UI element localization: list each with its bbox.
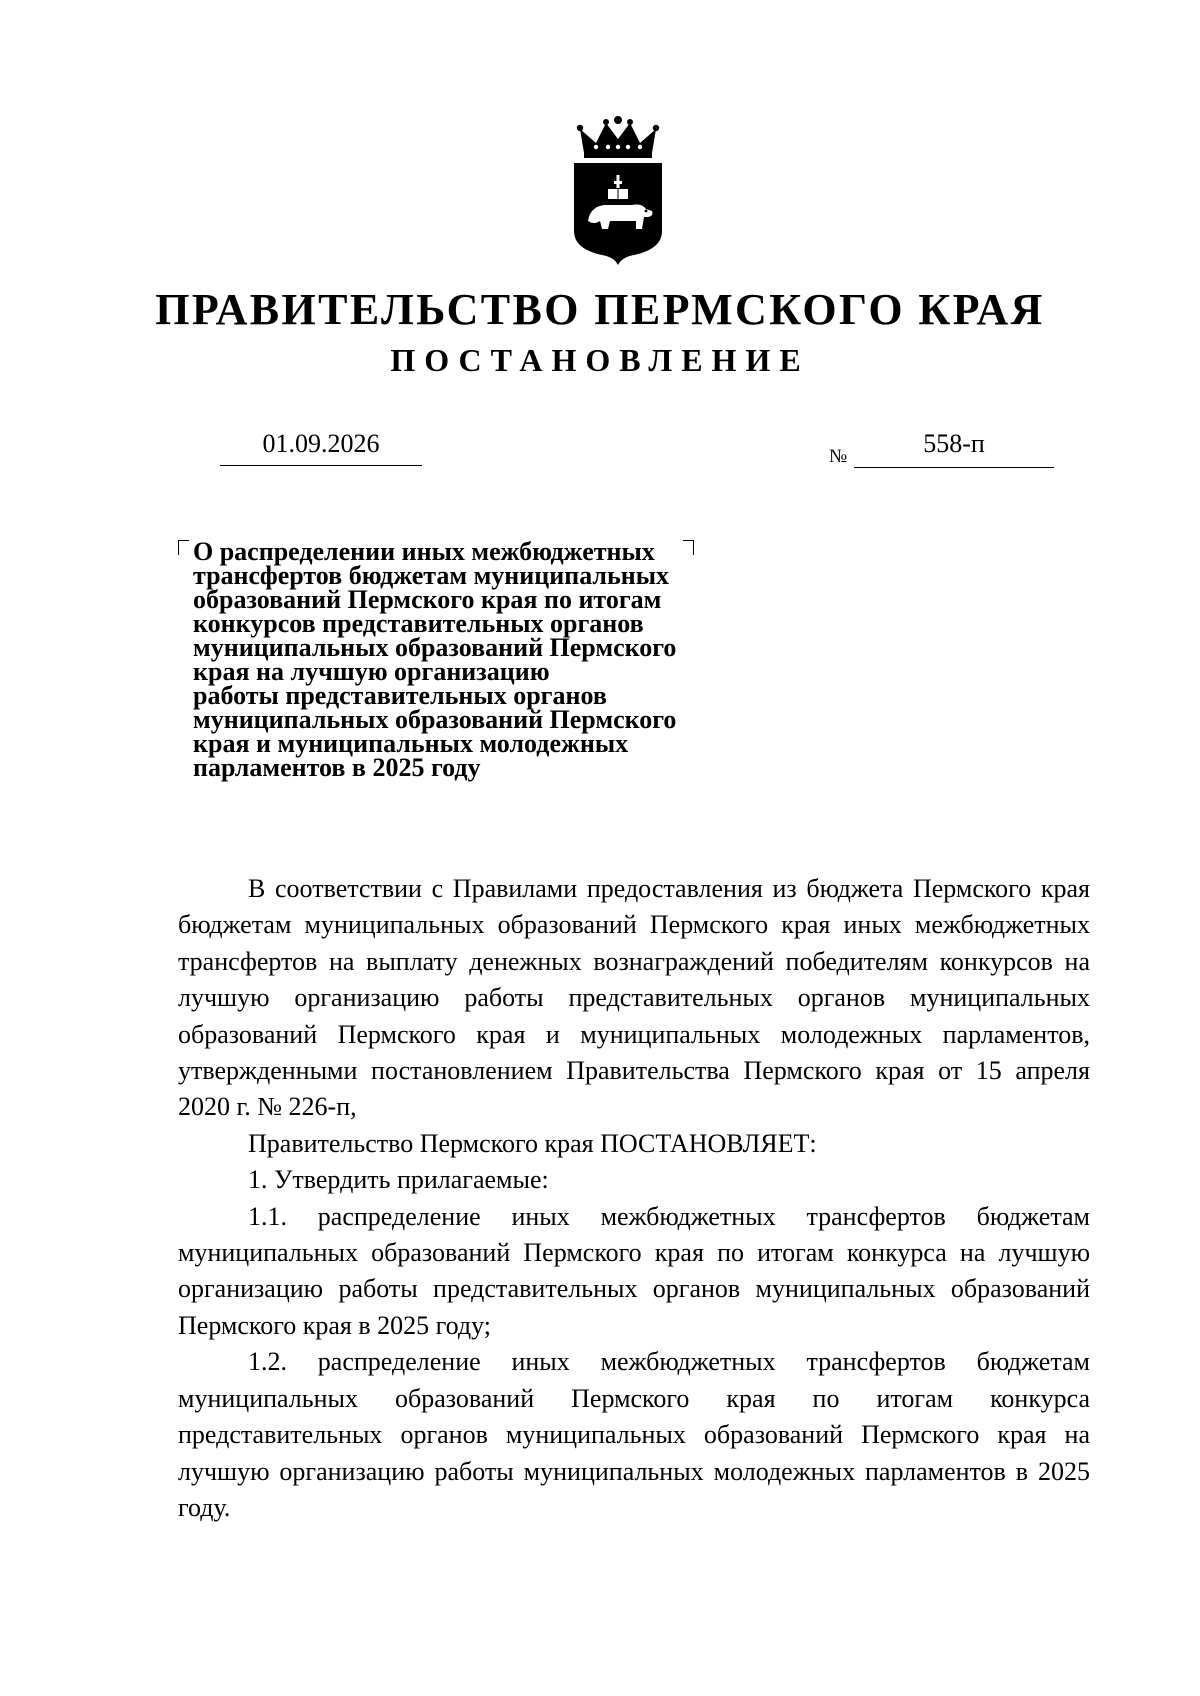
subject-line: образований Пермского края по итогам xyxy=(193,585,662,614)
subject-left-corner-mark xyxy=(178,540,189,555)
clause-1: 1. Утвердить прилагаемые: xyxy=(248,1165,549,1195)
document-number: 558-п xyxy=(923,429,985,458)
coat-of-arms-emblem xyxy=(570,113,666,265)
clause-1-2: 1.2. распределение иных межбюджетных трансфертов бюджетам муниципальных образований Пермского края по итогам конкурса представительных органов муниципальных образований Пермского края на лучшую организацию работы муниципальных молодежных парламентов в 2025 году. xyxy=(178,1347,1090,1522)
subject-line: муниципальных образований Пермского xyxy=(193,705,677,734)
document-number-field xyxy=(854,423,1054,468)
resolution-statement: Правительство Пермского края ПОСТАНОВЛЯЕТ: xyxy=(248,1128,817,1158)
subject-line: края и муниципальных молодежных xyxy=(193,729,629,758)
organization-title: ПРАВИТЕЛЬСТВО ПЕРМСКОГО КРАЯ xyxy=(155,285,1045,334)
subject-line: трансфертов бюджетам муниципальных xyxy=(193,561,670,590)
subject-line: парламентов в 2025 году xyxy=(193,753,481,782)
clause-1-1: 1.1. распределение иных межбюджетных трансфертов бюджетам муниципальных образований Пермского края по итогам конкурса на лучшую организацию работы представительных органов муниципальных образований Пермского края в 2025 году; xyxy=(178,1201,1090,1340)
document-date-field xyxy=(220,423,422,466)
preamble-paragraph: В соответствии с Правилами предоставления из бюджета Пермского края бюджетам муниципальных образований Пермского края иных межбюджетных трансфертов на выплату денежных вознаграждений победителям конкурсов на лучшую организацию работы представительных органов муниципальных образований Пермского края и муниципальных молодежных парламентов, утвержденными постановлением Правительства Пермского края от 15 апреля 2020 г. № 226-п, xyxy=(178,874,1090,1122)
subject-line: работы представительных органов xyxy=(193,681,607,710)
document-date: 01.09.2026 xyxy=(262,429,380,458)
document-type-title: ПОСТАНОВЛЕНИЕ xyxy=(390,342,810,378)
document-subject xyxy=(193,537,733,782)
subject-line: края на лучшую организацию xyxy=(193,657,550,686)
subject-line: конкурсов представительных органов xyxy=(193,609,644,638)
document-body xyxy=(178,871,1090,1526)
number-sign: № xyxy=(829,446,848,467)
subject-line: О распределении иных межбюджетных xyxy=(193,537,655,566)
subject-line: муниципальных образований Пермского xyxy=(193,633,677,662)
